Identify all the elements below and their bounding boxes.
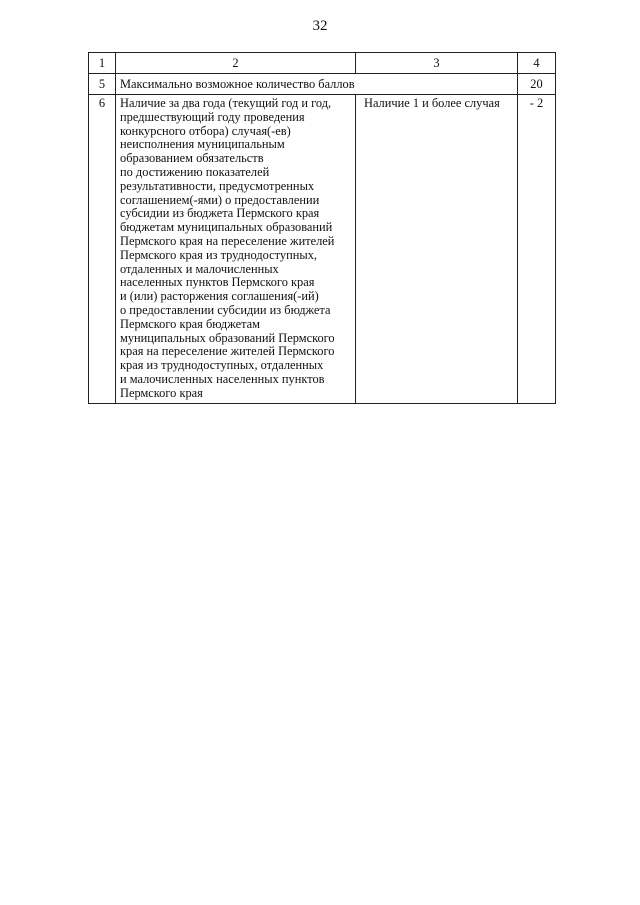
table-row	[89, 74, 556, 95]
column-header: 2	[116, 53, 356, 74]
score-value: - 2	[518, 95, 556, 404]
condition-text: Наличие 1 и более случая	[356, 95, 518, 404]
criterion-text: Наличие за два года (текущий год и год, предшествующий году проведения конкурсного отбора) случая(-ев) неисполнения муниципальным образованием обязательств по достижению показателей результативности, предусмотренных соглашением(-ями) о предоставлении субсидии из бюджета Пермского края бюджетам муниципальных образований Пермского края на переселение жителей Пермского края из труднодоступных, отдаленных и малочисленных населенных пунктов Пермского края и (или) расторжения соглашения(-ий) о предоставлении субсидии из бюджета Пермского края бюджетам муниципальных образований Пермского края на переселение жителей Пермского края из труднодоступных, отдаленных и малочисленных населенных пунктов Пермского края	[116, 95, 356, 404]
criterion-text: Максимально возможное количество баллов	[116, 74, 518, 95]
score-value: 20	[518, 74, 556, 95]
table-row	[89, 95, 556, 404]
column-header: 1	[89, 53, 116, 74]
criteria-table	[88, 52, 556, 404]
row-number: 5	[89, 74, 116, 95]
row-number: 6	[89, 95, 116, 404]
column-header: 4	[518, 53, 556, 74]
column-header: 3	[356, 53, 518, 74]
page-number: 32	[312, 18, 328, 34]
table-header-row	[89, 53, 556, 74]
